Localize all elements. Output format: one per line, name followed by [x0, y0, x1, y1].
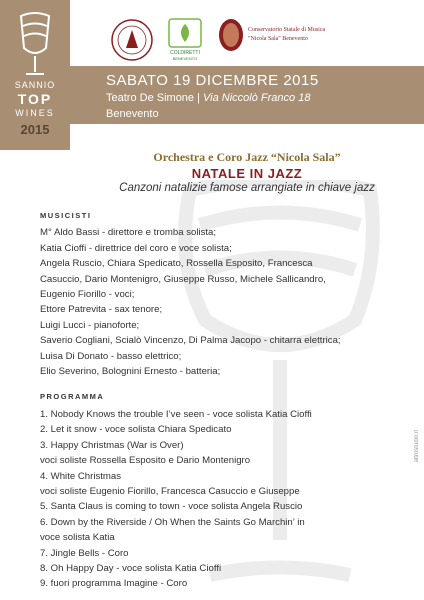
conservatorio-seal-icon [218, 18, 244, 52]
program-line: 3. Happy Christmas (War is Over) [40, 439, 184, 451]
musicians-heading: MUSICISTI [40, 211, 92, 220]
brand-tile [0, 0, 70, 150]
program-line: 9. fuori programma Imagine - Coro [40, 578, 188, 590]
orchestra-name: Orchestra e Coro Jazz “Nicola Sala” [153, 150, 341, 164]
event-city: Benevento [106, 108, 159, 120]
musician-line: Casuccio, Dario Montenigro, Giuseppe Russo, Michele Sallicandro, [40, 273, 326, 285]
event-date: SABATO 19 DICEMBRE 2015 [106, 72, 319, 89]
musician-line: Ettore Patrevita - sax tenore; [40, 304, 163, 316]
musician-line: Luigi Lucci - pianoforte; [40, 319, 140, 331]
musician-line: Eugenio Fiorillo - voci; [40, 289, 135, 301]
conservatorio-line1: Conservatorio Statale di Musica [248, 27, 326, 33]
conservatorio-line2: "Nicola Sala" Benevento [248, 36, 308, 42]
program-line: 8. Oh Happy Day - voce solista Katia Cioffi [40, 562, 222, 574]
coldiretti-sublabel: BENEVENTO [172, 56, 198, 61]
program-line: 4. White Christmas [40, 470, 122, 482]
brand-wines: WINES [15, 108, 55, 118]
program-line: 2. Let it snow - voce solista Chiara Spedicato [40, 424, 232, 436]
brand-name: SANNIO [14, 80, 56, 90]
program-line: voce solista Katia [40, 532, 115, 544]
partner-logos [110, 18, 410, 62]
event-title: NATALE IN JAZZ [191, 166, 303, 181]
program-line: 1. Nobody Knows the trouble I’ve seen - voce solista Katia Cioffi [40, 408, 312, 420]
coldiretti-label: COLDIRETTI [170, 50, 200, 56]
venue-name: Teatro De Simone | [106, 92, 200, 104]
title-block [70, 150, 424, 194]
venue-address: Via Niccolò Franco 18 [203, 92, 311, 104]
program-line: voci soliste Rossella Esposito e Dario Montenigro [40, 455, 251, 467]
event-info-band [70, 66, 424, 124]
coldiretti-logo [168, 18, 202, 62]
musician-line: Saverio Cogliani, Scialò Vincenzo, Di Palma Jacopo - chitarra elettrica; [40, 335, 341, 347]
musician-line: Katia Cioffi - direttrice del coro e voce solista; [40, 242, 232, 254]
program-line: 7. Jingle Bells - Coro [40, 547, 129, 559]
program-heading: PROGRAMMA [40, 392, 105, 402]
musician-line: Luisa Di Donato - basso elettrico; [40, 350, 182, 362]
wine-glass-icon [18, 12, 52, 78]
event-subtitle: Canzoni natalizie famose arrangiate in chiave jazz [119, 182, 375, 194]
event-venue [106, 92, 310, 104]
brand-year: 2015 [20, 122, 50, 137]
musician-line: M° Aldo Bassi - direttore e tromba solista; [40, 227, 217, 239]
musician-line: Angela Ruscio, Chiara Spedicato, Rossella Esposito, Francesca [40, 258, 313, 270]
conservatorio-name [248, 26, 325, 44]
musician-line: Elio Severino, Bolognini Ernesto - batteria; [40, 366, 221, 378]
studio-credit: altrostudio.it [414, 430, 420, 463]
program-line: 6. Down by the Riverside / Oh When the Saints Go Marchin’ in [40, 516, 305, 528]
program-content [40, 208, 415, 592]
sannio-consortium-logo [110, 18, 154, 62]
brand-top: TOP [17, 91, 53, 107]
program-line: 5. Santa Claus is coming to town - voce solista Angela Ruscio [40, 501, 303, 513]
program-line: voci soliste Eugenio Fiorillo, Francesca Casuccio e Giuseppe [40, 485, 300, 497]
